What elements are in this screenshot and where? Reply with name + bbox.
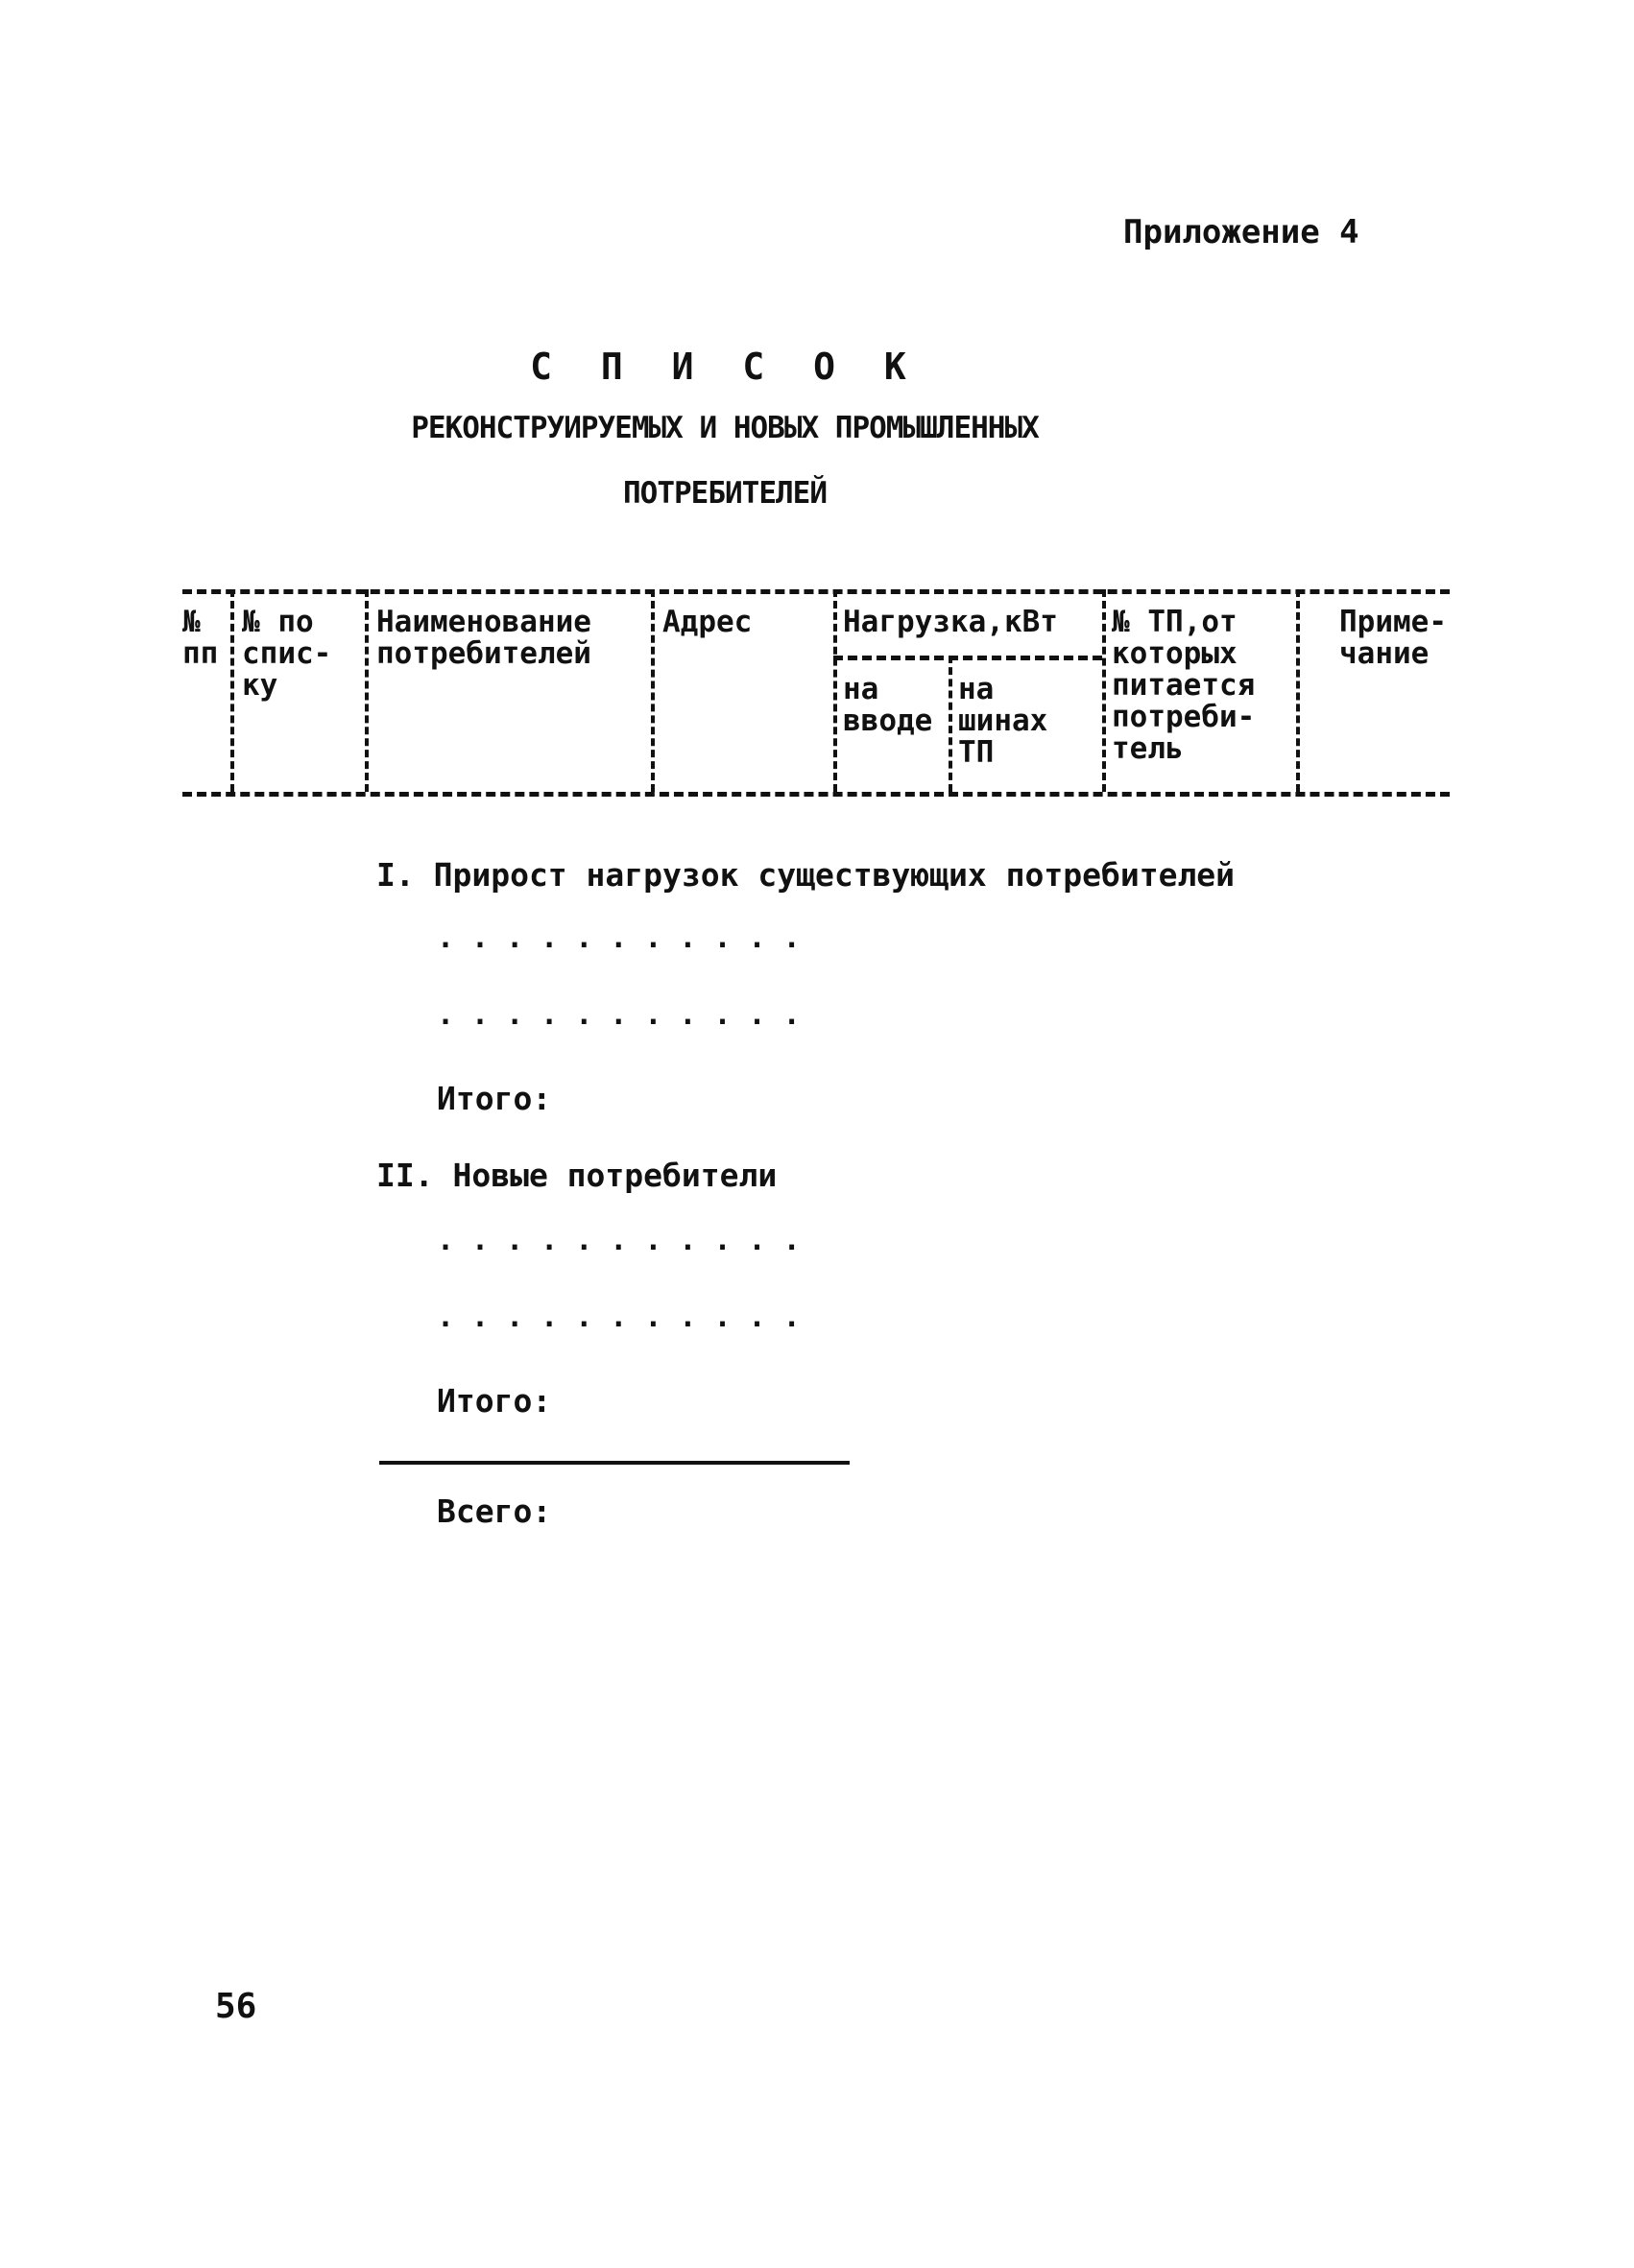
column-divider <box>949 656 952 792</box>
column-header-load: Нагрузка,кВт <box>843 605 1058 639</box>
column-divider <box>651 589 655 792</box>
section-1-title: I. Прирост нагрузок существующих потребителей <box>376 856 1236 894</box>
section-2-title: II. Новые потребители <box>376 1157 778 1194</box>
column-header-number: № пп <box>182 605 219 671</box>
section-1-dots-row: ........... <box>437 998 818 1032</box>
column-header-address: Адрес <box>662 605 753 639</box>
section-2-total: Итого: <box>437 1382 552 1420</box>
load-subheader-border <box>833 656 1102 660</box>
table-top-border <box>182 589 1450 594</box>
grand-total: Всего: <box>437 1492 552 1530</box>
section-2-dots-row: ........... <box>437 1301 818 1334</box>
column-divider <box>230 589 234 792</box>
column-header-load-busbars: на шинах ТП <box>958 672 1048 770</box>
column-header-note: Приме- чание <box>1339 605 1447 671</box>
column-header-load-input: на вводе <box>843 672 933 738</box>
section-1-total: Итого: <box>437 1080 552 1117</box>
document-title: С П И С О К <box>530 346 920 388</box>
page-number: 56 <box>215 1987 257 2026</box>
column-header-consumer-name: Наименование потребителей <box>376 605 591 671</box>
section-2-dots-row: ........... <box>437 1224 818 1257</box>
document-subtitle-line1: РЕКОНСТРУИРУЕМЫХ И НОВЫХ ПРОМЫШЛЕННЫХ <box>411 411 1039 445</box>
column-divider <box>365 589 369 792</box>
total-separator-line <box>379 1461 850 1465</box>
column-divider <box>833 589 837 792</box>
column-header-substation: № ТП,от которых питается потреби- тель <box>1112 605 1256 766</box>
column-divider <box>1102 589 1106 792</box>
section-1-dots-row: ........... <box>437 921 818 955</box>
table-bottom-border <box>182 792 1450 797</box>
appendix-label: Приложение 4 <box>1123 213 1359 251</box>
document-subtitle-line2: ПОТРЕБИТЕЛЕЙ <box>623 476 827 511</box>
column-header-list-number: № по спис- ку <box>242 605 332 703</box>
column-divider <box>1296 589 1300 792</box>
